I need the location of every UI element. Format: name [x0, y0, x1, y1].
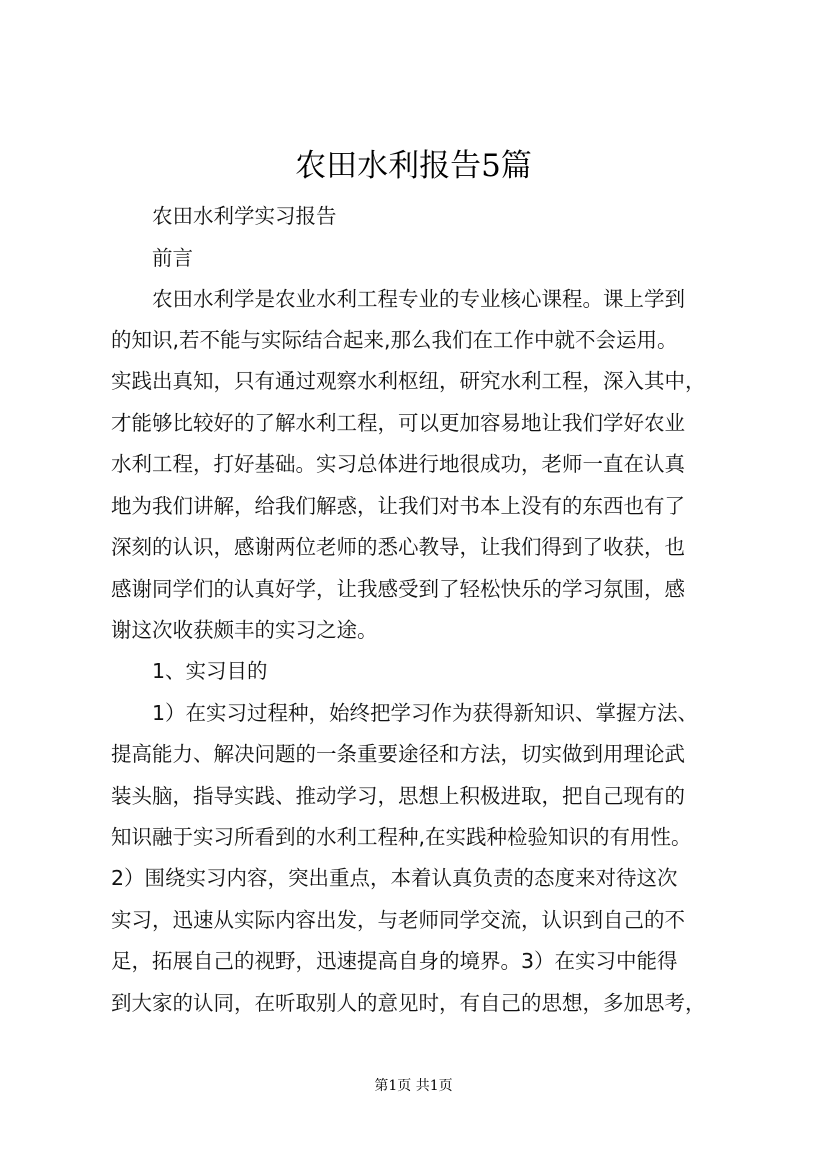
line-preface-heading: 前言	[111, 246, 193, 270]
body-line: 到大家的认同，在听取别人的意见时，有自己的思想，多加思考，	[111, 991, 706, 1015]
body-line: 足，拓展自己的视野，迅速提高自身的境界。3）在实习中能得	[111, 949, 678, 973]
body-line: 地为我们讲解，给我们解惑，让我们对书本上没有的东西也有了	[111, 494, 685, 518]
body-line: 知识融于实习所看到的水利工程种,在实践种检验知识的有用性。	[111, 825, 692, 849]
body-line: 的知识,若不能与实际结合起来,那么我们在工作中就不会运用。	[111, 328, 678, 352]
body-line: 农田水利学是农业水利工程专业的专业核心课程。课上学到	[111, 287, 685, 311]
body-line: 2）围绕实习内容，突出重点，本着认真负责的态度来对待这次	[111, 866, 678, 890]
document-title: 农田水利报告5篇	[295, 148, 532, 184]
body-line: 1）在实习过程种，始终把学习作为获得新知识、掌握方法、	[111, 701, 699, 725]
body-line: 感谢同学们的认真好学，让我感受到了轻松快乐的学习氛围，感	[111, 577, 685, 601]
body-line: 水利工程，打好基础。实习总体进行地很成功，老师一直在认真	[111, 452, 685, 476]
body-line: 实践出真知，只有通过观察水利枢纽，研究水利工程，深入其中，	[111, 369, 706, 393]
body-line: 装头脑，指导实践、推动学习，思想上积极进取，把自己现有的	[111, 784, 685, 808]
body-line: 实习，迅速从实际内容出发，与老师同学交流，认识到自己的不	[111, 908, 685, 932]
section-heading: 1、实习目的	[111, 659, 268, 683]
page-number-footer: 第1页 共1页	[374, 1078, 453, 1094]
line-subtitle: 农田水利学实习报告	[111, 204, 337, 228]
body-line: 才能够比较好的了解水利工程，可以更加容易地让我们学好农业	[111, 411, 685, 435]
body-line: 提高能力、解决问题的一条重要途径和方法，切实做到用理论武	[111, 742, 685, 766]
body-line: 谢这次收获颇丰的实习之途。	[111, 618, 378, 642]
body-line: 深刻的认识，感谢两位老师的悉心教导，让我们得到了收获，也	[111, 535, 685, 559]
